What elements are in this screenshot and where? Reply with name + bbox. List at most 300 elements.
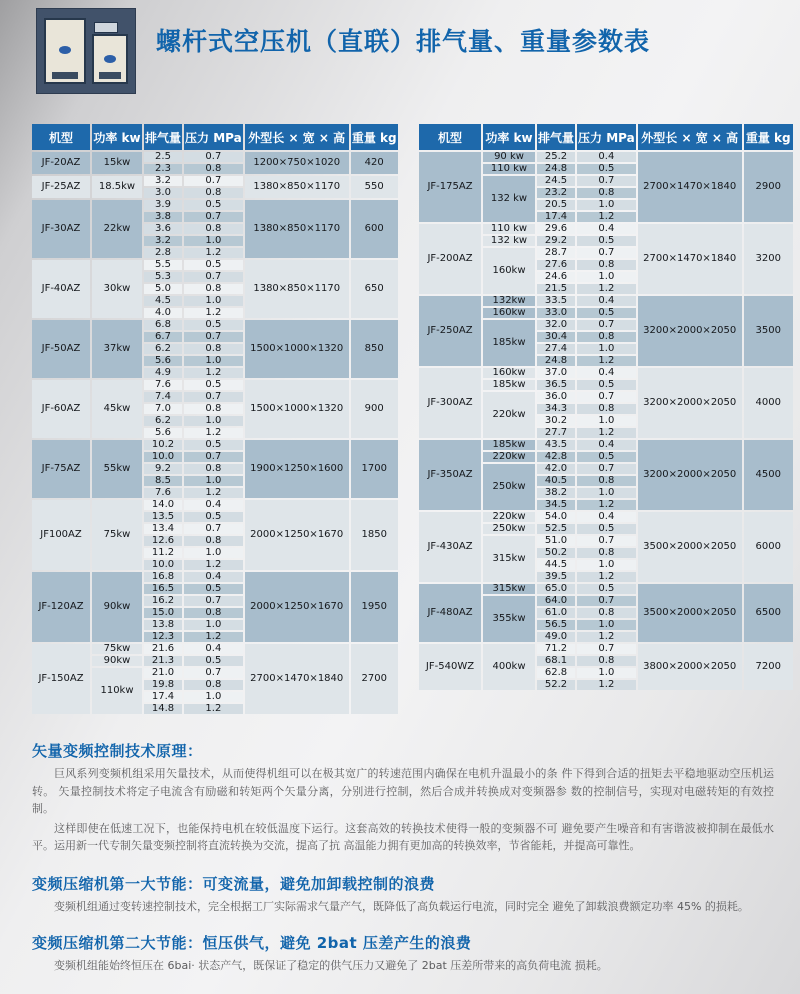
model-cell: JF-300AZ [419, 368, 481, 438]
pressure-cell: 0.4 [577, 368, 636, 378]
flow-cell: 34.3 [537, 404, 575, 414]
flow-cell: 21.0 [144, 668, 182, 678]
power-cell: 15kw [92, 152, 142, 174]
flow-cell: 30.2 [537, 416, 575, 426]
pressure-cell: 1.2 [577, 572, 636, 582]
pressure-cell: 1.0 [577, 620, 636, 630]
pressure-cell: 0.8 [577, 404, 636, 414]
flow-cell: 10.2 [144, 440, 182, 450]
pressure-cell: 0.8 [184, 284, 243, 294]
pressure-cell: 0.4 [577, 224, 636, 234]
power-cell: 132 kw [483, 176, 535, 222]
dimensions-cell: 1200×750×1020 [245, 152, 349, 174]
flow-cell: 5.6 [144, 428, 182, 438]
flow-cell: 27.4 [537, 344, 575, 354]
model-cell: JF-75AZ [32, 440, 90, 498]
weight-cell: 7200 [744, 644, 793, 690]
pressure-cell: 0.5 [184, 260, 243, 270]
pressure-cell: 0.7 [577, 464, 636, 474]
brand-logo-icon [104, 55, 116, 63]
pressure-cell: 0.5 [577, 524, 636, 534]
model-cell: JF-150AZ [32, 644, 90, 714]
compressor-photo [36, 8, 136, 94]
flow-cell: 16.5 [144, 584, 182, 594]
pressure-cell: 0.5 [577, 236, 636, 246]
flow-cell: 5.0 [144, 284, 182, 294]
power-cell: 160kw [483, 368, 535, 378]
flow-cell: 19.8 [144, 680, 182, 690]
table-row [419, 224, 793, 234]
pressure-cell: 0.8 [577, 476, 636, 486]
flow-cell: 7.4 [144, 392, 182, 402]
flow-cell: 42.0 [537, 464, 575, 474]
flow-cell: 33.5 [537, 296, 575, 306]
pressure-cell: 0.8 [184, 164, 243, 174]
flow-cell: 61.0 [537, 608, 575, 618]
table-row [32, 644, 398, 654]
flow-cell: 43.5 [537, 440, 575, 450]
column-header: 排气量 [537, 124, 575, 150]
flow-cell: 12.3 [144, 632, 182, 642]
flow-cell: 6.2 [144, 344, 182, 354]
weight-cell: 2900 [744, 152, 793, 222]
pressure-cell: 1.0 [577, 416, 636, 426]
column-header: 排气量 [144, 124, 182, 150]
flow-cell: 44.5 [537, 560, 575, 570]
table-row [32, 440, 398, 450]
table-row [419, 152, 793, 162]
flow-cell: 7.6 [144, 488, 182, 498]
flow-cell: 6.2 [144, 416, 182, 426]
flow-cell: 27.7 [537, 428, 575, 438]
section-heading: 变频压缩机第一大节能：可变流量，避免加卸载控制的浪费 [32, 874, 436, 893]
power-cell: 75kw [92, 644, 142, 654]
flow-cell: 65.0 [537, 584, 575, 594]
flow-cell: 2.5 [144, 152, 182, 162]
pressure-cell: 1.2 [184, 248, 243, 258]
flow-cell: 21.5 [537, 284, 575, 294]
flow-cell: 50.2 [537, 548, 575, 558]
flow-cell: 11.2 [144, 548, 182, 558]
pressure-cell: 1.0 [184, 548, 243, 558]
table-row [32, 260, 398, 270]
section-paragraph: 变频机组通过变转速控制技术，完全根据工厂实际需求气量产气，既降低了高负载运行电流，同时完全 避免了卸载浪费额定功率 45% 的损耗。 [54, 899, 749, 913]
flow-cell: 34.5 [537, 500, 575, 510]
pressure-cell: 1.2 [184, 704, 243, 714]
model-cell: JF-430AZ [419, 512, 481, 582]
dimensions-cell: 1380×850×1170 [245, 176, 349, 198]
dimensions-cell: 2000×1250×1670 [245, 572, 349, 642]
pressure-cell: 0.7 [577, 176, 636, 186]
dimensions-cell: 1500×1000×1320 [245, 380, 349, 438]
pressure-cell: 0.8 [577, 332, 636, 342]
pressure-cell: 1.0 [184, 692, 243, 702]
info-sections [32, 740, 774, 990]
flow-cell: 36.0 [537, 392, 575, 402]
flow-cell: 42.8 [537, 452, 575, 462]
section-heading: 矢量变频控制技术原理： [32, 742, 203, 760]
flow-cell: 68.1 [537, 656, 575, 666]
power-cell: 22kw [92, 200, 142, 258]
power-cell: 30kw [92, 260, 142, 318]
vent-grille [99, 72, 121, 79]
pressure-cell: 0.8 [577, 188, 636, 198]
flow-cell: 13.5 [144, 512, 182, 522]
flow-cell: 49.0 [537, 632, 575, 642]
pressure-cell: 1.0 [577, 560, 636, 570]
pressure-cell: 0.7 [184, 596, 243, 606]
pressure-cell: 0.5 [184, 320, 243, 330]
pressure-cell: 1.2 [184, 560, 243, 570]
section-vector-principle [32, 740, 774, 855]
pressure-cell: 0.4 [184, 644, 243, 654]
pressure-cell: 0.5 [577, 308, 636, 318]
dimensions-cell: 1900×1250×1600 [245, 440, 349, 498]
power-cell: 355kw [483, 596, 535, 642]
table-row [32, 572, 398, 582]
pressure-cell: 0.7 [577, 248, 636, 258]
flow-cell: 29.6 [537, 224, 575, 234]
pressure-cell: 0.8 [184, 344, 243, 354]
compressor-unit-small [92, 34, 128, 84]
table-row [32, 200, 398, 210]
pressure-cell: 0.7 [184, 272, 243, 282]
flow-cell: 37.0 [537, 368, 575, 378]
pressure-cell: 0.4 [577, 512, 636, 522]
flow-cell: 16.2 [144, 596, 182, 606]
table-row [32, 500, 398, 510]
pressure-cell: 0.5 [184, 380, 243, 390]
flow-cell: 32.0 [537, 320, 575, 330]
pressure-cell: 1.0 [577, 488, 636, 498]
flow-cell: 4.0 [144, 308, 182, 318]
table-row [419, 440, 793, 450]
pressure-cell: 0.8 [184, 188, 243, 198]
dimensions-cell: 2700×1470×1840 [245, 644, 349, 714]
flow-cell: 30.4 [537, 332, 575, 342]
table-row [32, 380, 398, 390]
flow-cell: 5.3 [144, 272, 182, 282]
flow-cell: 8.5 [144, 476, 182, 486]
spec-table-left [30, 122, 400, 716]
pressure-cell: 0.8 [184, 680, 243, 690]
power-cell: 90kw [92, 656, 142, 666]
pressure-cell: 1.2 [184, 632, 243, 642]
pressure-cell: 0.8 [184, 224, 243, 234]
weight-cell: 1850 [351, 500, 398, 570]
flow-cell: 3.9 [144, 200, 182, 210]
pressure-cell: 0.5 [184, 584, 243, 594]
weight-cell: 1700 [351, 440, 398, 498]
column-header: 重量 kg [351, 124, 398, 150]
flow-cell: 3.2 [144, 176, 182, 186]
power-cell: 90 kw [483, 152, 535, 162]
power-cell: 315kw [483, 584, 535, 594]
pressure-cell: 0.7 [577, 644, 636, 654]
power-cell: 110kw [92, 668, 142, 714]
flow-cell: 40.5 [537, 476, 575, 486]
pressure-cell: 0.8 [184, 464, 243, 474]
power-cell: 55kw [92, 440, 142, 498]
pressure-cell: 0.8 [577, 260, 636, 270]
header-row [32, 124, 398, 150]
power-cell: 75kw [92, 500, 142, 570]
pressure-cell: 0.5 [184, 656, 243, 666]
column-header: 机型 [419, 124, 481, 150]
weight-cell: 850 [351, 320, 398, 378]
weight-cell: 6500 [744, 584, 793, 642]
brand-logo-icon [59, 46, 71, 54]
pressure-cell: 1.2 [184, 368, 243, 378]
flow-cell: 7.6 [144, 380, 182, 390]
table-row [419, 512, 793, 522]
pressure-cell: 0.4 [577, 440, 636, 450]
section-paragraph: 巨风系列变频机组采用矢量技术，从而使得机组可以在极其宽广的转速范围内确保在电机升温最小的条 件下得到合适的扭矩去平稳地驱动空压机运转。 矢量控制技术将定子电流含有励磁和转矩两个矢量分离，分别进行控制，然后合成并转换成对变频器参 数的控制信号，实现对电磁转矩的有效控制。 [32, 767, 774, 816]
flow-cell: 5.6 [144, 356, 182, 366]
flow-cell: 23.2 [537, 188, 575, 198]
pressure-cell: 0.7 [184, 152, 243, 162]
flow-cell: 14.0 [144, 500, 182, 510]
column-header: 功率 kw [92, 124, 142, 150]
flow-cell: 3.8 [144, 212, 182, 222]
power-cell: 37kw [92, 320, 142, 378]
pressure-cell: 1.2 [577, 428, 636, 438]
pressure-cell: 1.2 [577, 680, 636, 690]
flow-cell: 36.5 [537, 380, 575, 390]
pressure-cell: 1.0 [184, 296, 243, 306]
power-cell: 132 kw [483, 236, 535, 246]
column-header: 外型长 × 宽 × 高 [245, 124, 349, 150]
flow-cell: 71.2 [537, 644, 575, 654]
pressure-cell: 0.7 [184, 668, 243, 678]
weight-cell: 2700 [351, 644, 398, 714]
weight-cell: 3500 [744, 296, 793, 366]
flow-cell: 29.2 [537, 236, 575, 246]
pressure-cell: 0.5 [577, 452, 636, 462]
flow-cell: 14.8 [144, 704, 182, 714]
model-cell: JF100AZ [32, 500, 90, 570]
table-row [419, 368, 793, 378]
table-row [32, 320, 398, 330]
flow-cell: 25.2 [537, 152, 575, 162]
column-header: 重量 kg [744, 124, 793, 150]
flow-cell: 15.0 [144, 608, 182, 618]
flow-cell: 51.0 [537, 536, 575, 546]
model-cell: JF-350AZ [419, 440, 481, 510]
power-cell: 185kw [483, 320, 535, 366]
flow-cell: 28.7 [537, 248, 575, 258]
pressure-cell: 1.0 [184, 476, 243, 486]
pressure-cell: 1.0 [184, 236, 243, 246]
flow-cell: 21.3 [144, 656, 182, 666]
dimensions-cell: 1500×1000×1320 [245, 320, 349, 378]
dimensions-cell: 1380×850×1170 [245, 260, 349, 318]
power-cell: 110 kw [483, 224, 535, 234]
dimensions-cell: 2000×1250×1670 [245, 500, 349, 570]
flow-cell: 24.8 [537, 164, 575, 174]
flow-cell: 9.2 [144, 464, 182, 474]
flow-cell: 33.0 [537, 308, 575, 318]
pressure-cell: 0.7 [577, 596, 636, 606]
flow-cell: 24.8 [537, 356, 575, 366]
pressure-cell: 1.0 [577, 272, 636, 282]
flow-cell: 2.8 [144, 248, 182, 258]
pressure-cell: 0.5 [184, 200, 243, 210]
power-cell: 132kw [483, 296, 535, 306]
flow-cell: 2.3 [144, 164, 182, 174]
dimensions-cell: 3200×2000×2050 [638, 368, 742, 438]
pressure-cell: 0.5 [184, 512, 243, 522]
header-row [419, 124, 793, 150]
power-cell: 250kw [483, 524, 535, 534]
weight-cell: 420 [351, 152, 398, 174]
column-header: 压力 MPa [577, 124, 636, 150]
column-header: 机型 [32, 124, 90, 150]
model-cell: JF-25AZ [32, 176, 90, 198]
vent-grille [52, 72, 79, 79]
pressure-cell: 0.5 [577, 380, 636, 390]
page-title: 螺杆式空压机（直联）排气量、重量参数表 [156, 27, 651, 56]
pressure-cell: 0.7 [577, 392, 636, 402]
flow-cell: 4.5 [144, 296, 182, 306]
pressure-cell: 0.4 [577, 152, 636, 162]
pressure-cell: 0.7 [184, 212, 243, 222]
pressure-cell: 0.5 [577, 164, 636, 174]
power-cell: 400kw [483, 644, 535, 690]
table-row [419, 644, 793, 654]
pressure-cell: 0.8 [184, 404, 243, 414]
flow-cell: 24.6 [537, 272, 575, 282]
flow-cell: 39.5 [537, 572, 575, 582]
pressure-cell: 0.7 [184, 392, 243, 402]
power-cell: 90kw [92, 572, 142, 642]
power-cell: 315kw [483, 536, 535, 582]
flow-cell: 10.0 [144, 560, 182, 570]
right-spec-table-container [417, 122, 795, 692]
model-cell: JF-120AZ [32, 572, 90, 642]
flow-cell: 5.5 [144, 260, 182, 270]
flow-cell: 6.7 [144, 332, 182, 342]
table-row [32, 176, 398, 186]
flow-cell: 52.5 [537, 524, 575, 534]
pressure-cell: 0.4 [577, 296, 636, 306]
power-cell: 220kw [483, 452, 535, 462]
flow-cell: 62.8 [537, 668, 575, 678]
model-cell: JF-20AZ [32, 152, 90, 174]
dimensions-cell: 3500×2000×2050 [638, 512, 742, 582]
flow-cell: 27.6 [537, 260, 575, 270]
weight-cell: 600 [351, 200, 398, 258]
compressor-unit-large [44, 18, 86, 84]
model-cell: JF-540WZ [419, 644, 481, 690]
pressure-cell: 1.2 [184, 488, 243, 498]
flow-cell: 3.2 [144, 236, 182, 246]
flow-cell: 17.4 [537, 212, 575, 222]
flow-cell: 56.5 [537, 620, 575, 630]
pressure-cell: 0.5 [184, 440, 243, 450]
pressure-cell: 1.2 [577, 356, 636, 366]
weight-cell: 6000 [744, 512, 793, 582]
pressure-cell: 0.7 [184, 524, 243, 534]
flow-cell: 20.5 [537, 200, 575, 210]
flow-cell: 64.0 [537, 596, 575, 606]
flow-cell: 13.4 [144, 524, 182, 534]
pressure-cell: 1.2 [184, 428, 243, 438]
section-energy-saving-2 [32, 932, 774, 975]
model-cell: JF-250AZ [419, 296, 481, 366]
weight-cell: 1950 [351, 572, 398, 642]
pressure-cell: 0.4 [184, 500, 243, 510]
pressure-cell: 0.7 [577, 536, 636, 546]
weight-cell: 4000 [744, 368, 793, 438]
flow-cell: 16.8 [144, 572, 182, 582]
dimensions-cell: 2700×1470×1840 [638, 224, 742, 294]
table-row [419, 296, 793, 306]
flow-cell: 3.0 [144, 188, 182, 198]
section-heading: 变频压缩机第二大节能：恒压供气，避免 2bat 压差产生的浪费 [32, 933, 472, 952]
pressure-cell: 1.2 [577, 500, 636, 510]
flow-cell: 24.5 [537, 176, 575, 186]
pressure-cell: 1.0 [184, 356, 243, 366]
flow-cell: 13.8 [144, 620, 182, 630]
power-cell: 220kw [483, 392, 535, 438]
flow-cell: 52.2 [537, 680, 575, 690]
dimensions-cell: 3200×2000×2050 [638, 440, 742, 510]
section-paragraph: 变频机组能始终恒压在 6bai· 状态产气，既保证了稳定的供气压力又避免了 2bat 压差所带来的高负荷电流 损耗。 [54, 958, 608, 972]
model-cell: JF-200AZ [419, 224, 481, 294]
flow-cell: 10.0 [144, 452, 182, 462]
pressure-cell: 0.8 [577, 608, 636, 618]
power-cell: 45kw [92, 380, 142, 438]
column-header: 功率 kw [483, 124, 535, 150]
pressure-cell: 0.7 [577, 320, 636, 330]
pressure-cell: 1.2 [577, 212, 636, 222]
flow-cell: 4.9 [144, 368, 182, 378]
model-cell: JF-30AZ [32, 200, 90, 258]
dimensions-cell: 2700×1470×1840 [638, 152, 742, 222]
weight-cell: 550 [351, 176, 398, 198]
pressure-cell: 1.0 [577, 668, 636, 678]
weight-cell: 900 [351, 380, 398, 438]
pressure-cell: 1.2 [184, 308, 243, 318]
dimensions-cell: 3800×2000×2050 [638, 644, 742, 690]
pressure-cell: 0.8 [184, 536, 243, 546]
pressure-cell: 0.7 [184, 332, 243, 342]
left-spec-table-container [30, 122, 400, 716]
pressure-cell: 0.7 [184, 176, 243, 186]
section-energy-saving-1 [32, 873, 774, 916]
control-display [94, 22, 118, 33]
table-row [419, 584, 793, 594]
power-cell: 220kw [483, 512, 535, 522]
pressure-cell: 1.2 [577, 632, 636, 642]
spec-table-right [417, 122, 795, 692]
pressure-cell: 0.8 [577, 656, 636, 666]
pressure-cell: 0.8 [577, 548, 636, 558]
pressure-cell: 1.2 [577, 284, 636, 294]
pressure-cell: 1.0 [577, 344, 636, 354]
model-cell: JF-60AZ [32, 380, 90, 438]
dimensions-cell: 3500×2000×2050 [638, 584, 742, 642]
pressure-cell: 0.4 [184, 572, 243, 582]
flow-cell: 7.0 [144, 404, 182, 414]
model-cell: JF-175AZ [419, 152, 481, 222]
power-cell: 110 kw [483, 164, 535, 174]
section-paragraph: 这样即使在低速工况下，也能保持电机在较低温度下运行。这套高效的转换技术使得一般的变频器不可 避免要产生噪音和有害谐波被抑制在最低水平。运用新一代专制矢量变频控制将直流转换为交流，提高了抗 高温能力拥有更加高的转换效率，节省能耗，并提高可靠性。 [32, 821, 774, 853]
dimensions-cell: 3200×2000×2050 [638, 296, 742, 366]
dimensions-cell: 1380×850×1170 [245, 200, 349, 258]
table-row [32, 152, 398, 162]
